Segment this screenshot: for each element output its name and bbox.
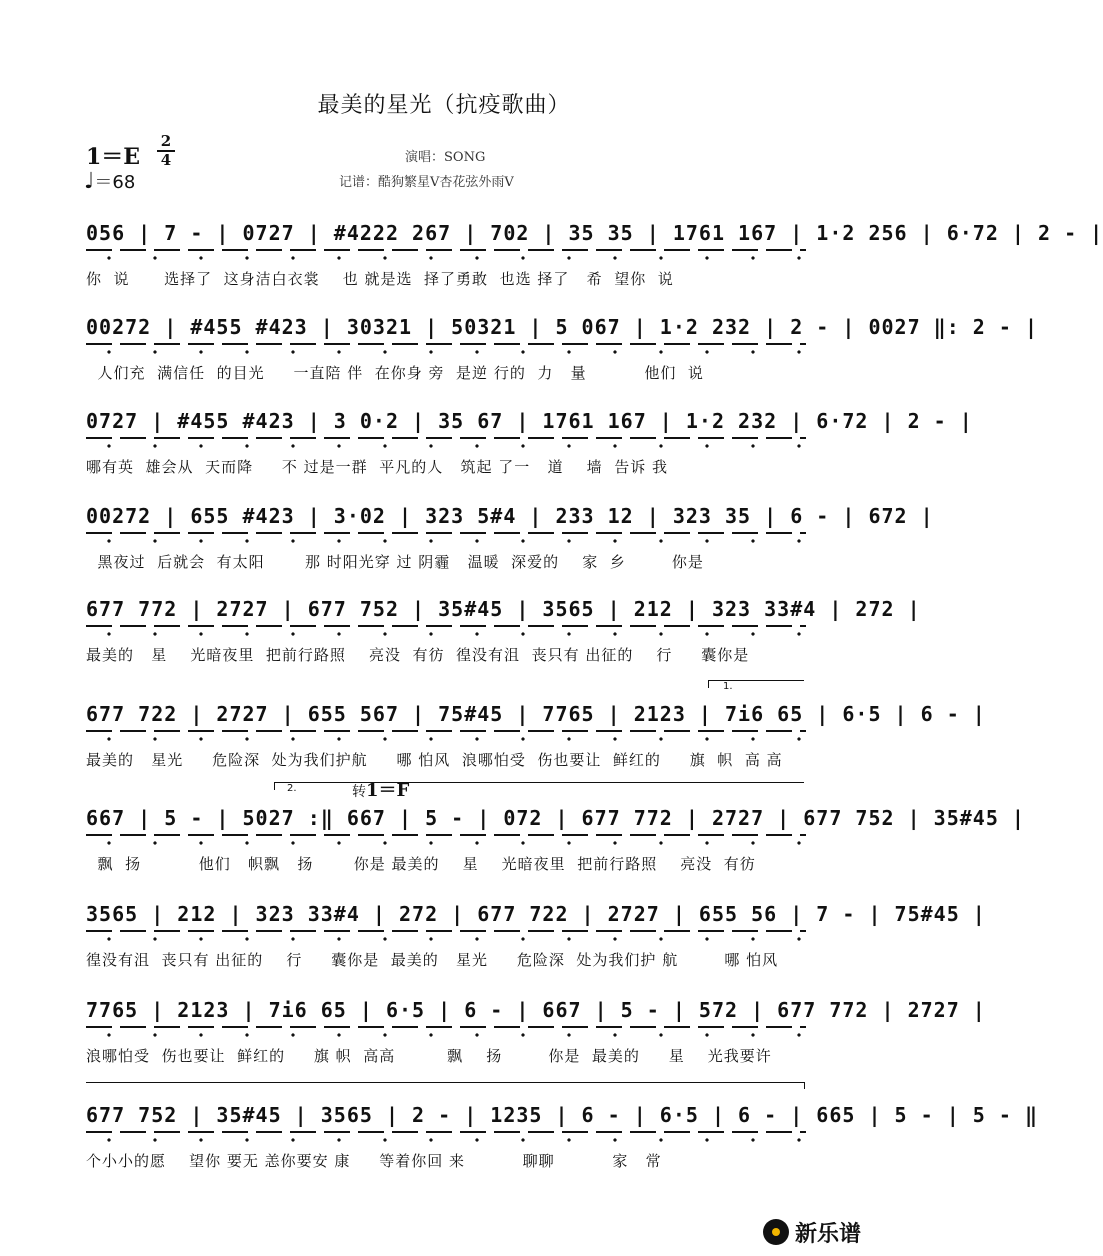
beam-lines <box>86 249 806 251</box>
time-signature-top: 2 <box>160 132 172 150</box>
key-change-value: 1＝F <box>366 780 410 801</box>
notation-line: 056 | 7 - | 0727 | #4222 267 | 702 | 35 35 | 1761 167 | 1·2 256 | 6·72 | 2 - | <box>86 221 1103 245</box>
song-title: 最美的星光（抗疫歌曲） <box>317 93 571 118</box>
quarter-note-icon: ♩ <box>84 169 95 194</box>
lyric-line: 飘 扬 他们 帜飘 扬 你是 最美的 星 光暗夜里 把前行路照 亮没 有彷 <box>86 855 756 873</box>
tempo-marking <box>84 168 135 194</box>
beam-lines <box>86 532 806 534</box>
score-row <box>86 1098 1038 1178</box>
lyric-line: 最美的 星光 危险深 处为我们护航 哪 怕风 浪哪怕受 伤也要让 鲜红的 旗 帜 高 高 <box>86 751 783 769</box>
beam-lines <box>86 730 806 732</box>
key-change-marking <box>352 776 409 802</box>
score-row <box>86 499 934 579</box>
key-signature: 1＝E <box>86 144 141 170</box>
time-signature-bottom: 4 <box>160 151 172 169</box>
octave-dots <box>86 1033 806 1037</box>
second-ending-bracket: 2. <box>274 782 804 790</box>
beam-lines <box>86 1131 806 1133</box>
score-row <box>86 592 921 672</box>
logo-text: 新乐谱 <box>795 1221 862 1247</box>
beam-lines <box>86 930 806 932</box>
lyric-line: 人们充 满信任 的目光 一直陪 伴 在你身 旁 是逆 行的 力 量 他们 说 <box>86 364 704 382</box>
vinyl-record-icon <box>763 1219 789 1245</box>
lyric-line: 最美的 星 光暗夜里 把前行路照 亮没 有彷 徨没有沮 丧只有 出征的 行 囊你是 <box>86 646 750 664</box>
first-ending-bracket: 1. <box>708 680 804 688</box>
notation-line: 677 752 | 35#45 | 3565 | 2 - | 1235 | 6 - | 6·5 | 6 - | 665 | 5 - | 5 - ‖ <box>86 1103 1038 1127</box>
score-row <box>86 697 986 777</box>
notation-line: 7765 | 2123 | 7i6 65 | 6·5 | 6 - | 667 | 5 - | 572 | 677 772 | 2727 | <box>86 998 986 1022</box>
key-change-prefix: 转 <box>352 784 366 800</box>
octave-dots <box>86 539 806 543</box>
notation-line: 3565 | 212 | 323 33#4 | 272 | 677 722 | 2727 | 655 56 | 7 - | 75#45 | <box>86 902 986 926</box>
time-signature <box>157 134 175 168</box>
beam-lines <box>86 1026 806 1028</box>
octave-dots <box>86 1138 806 1142</box>
beam-lines <box>86 343 806 345</box>
lyric-line: 徨没有沮 丧只有 出征的 行 囊你是 最美的 星光 危险深 处为我们护 航 哪 怕风 <box>86 951 779 969</box>
octave-dots <box>86 256 806 260</box>
site-logo[interactable] <box>763 1212 888 1252</box>
notation-line: 00272 | 655 #423 | 3·02 | 323 5#4 | 233 12 | 323 35 | 6 - | 672 | <box>86 504 934 528</box>
octave-dots <box>86 444 806 448</box>
lyric-line: 黑夜过 后就会 有太阳 那 时阳光穿 过 阴霾 温暖 深爱的 家 乡 你是 <box>86 553 704 571</box>
final-bracket-line <box>86 1082 805 1089</box>
score-row <box>86 897 986 977</box>
beam-lines <box>86 834 806 836</box>
octave-dots <box>86 350 806 354</box>
score-row <box>86 310 1038 390</box>
notation-line: 677 722 | 2727 | 655 567 | 75#45 | 7765 | 2123 | 7i6 65 | 6·5 | 6 - | <box>86 702 986 726</box>
score-row <box>86 801 1025 881</box>
lyric-line: 哪有英 雄会从 天而降 不 过是一群 平凡的人 筑起 了一 道 墙 告诉 我 <box>86 458 668 476</box>
tempo-value: ＝68 <box>94 172 136 193</box>
score-row <box>86 993 986 1073</box>
score-row <box>86 404 973 484</box>
octave-dots <box>86 937 806 941</box>
lyric-line: 个小小的愿 望你 要无 恙你要安 康 等着你回 来 聊聊 家 常 <box>86 1152 662 1170</box>
beam-lines <box>86 437 806 439</box>
octave-dots <box>86 841 806 845</box>
notation-line: 667 | 5 - | 5027 :‖ 667 | 5 - | 072 | 677 772 | 2727 | 677 752 | 35#45 | <box>86 806 1025 830</box>
notation-line: 00272 | #455 #423 | 30321 | 50321 | 5 067 | 1·2 232 | 2 - | 0027 ‖: 2 - | <box>86 315 1038 339</box>
octave-dots <box>86 632 806 636</box>
lyric-line: 浪哪怕受 伤也要让 鲜红的 旗 帜 高高 飘 扬 你是 最美的 星 光我要许 <box>86 1047 772 1065</box>
singer-credit: 演唱：SONG <box>405 150 486 165</box>
lyric-line: 你 说 选择了 这身洁白衣裳 也 就是选 择了勇敢 也选 择了 希 望你 说 <box>86 270 674 288</box>
octave-dots <box>86 737 806 741</box>
notation-line: 0727 | #455 #423 | 3 0·2 | 35 67 | 1761 167 | 1·2 232 | 6·72 | 2 - | <box>86 409 973 433</box>
score-row <box>86 216 1103 296</box>
notation-line: 677 772 | 2727 | 677 752 | 35#45 | 3565 | 212 | 323 33#4 | 272 | <box>86 597 921 621</box>
beam-lines <box>86 625 806 627</box>
notator-credit: 记谱：酷狗繁星V杏花弦外雨V <box>339 175 514 190</box>
